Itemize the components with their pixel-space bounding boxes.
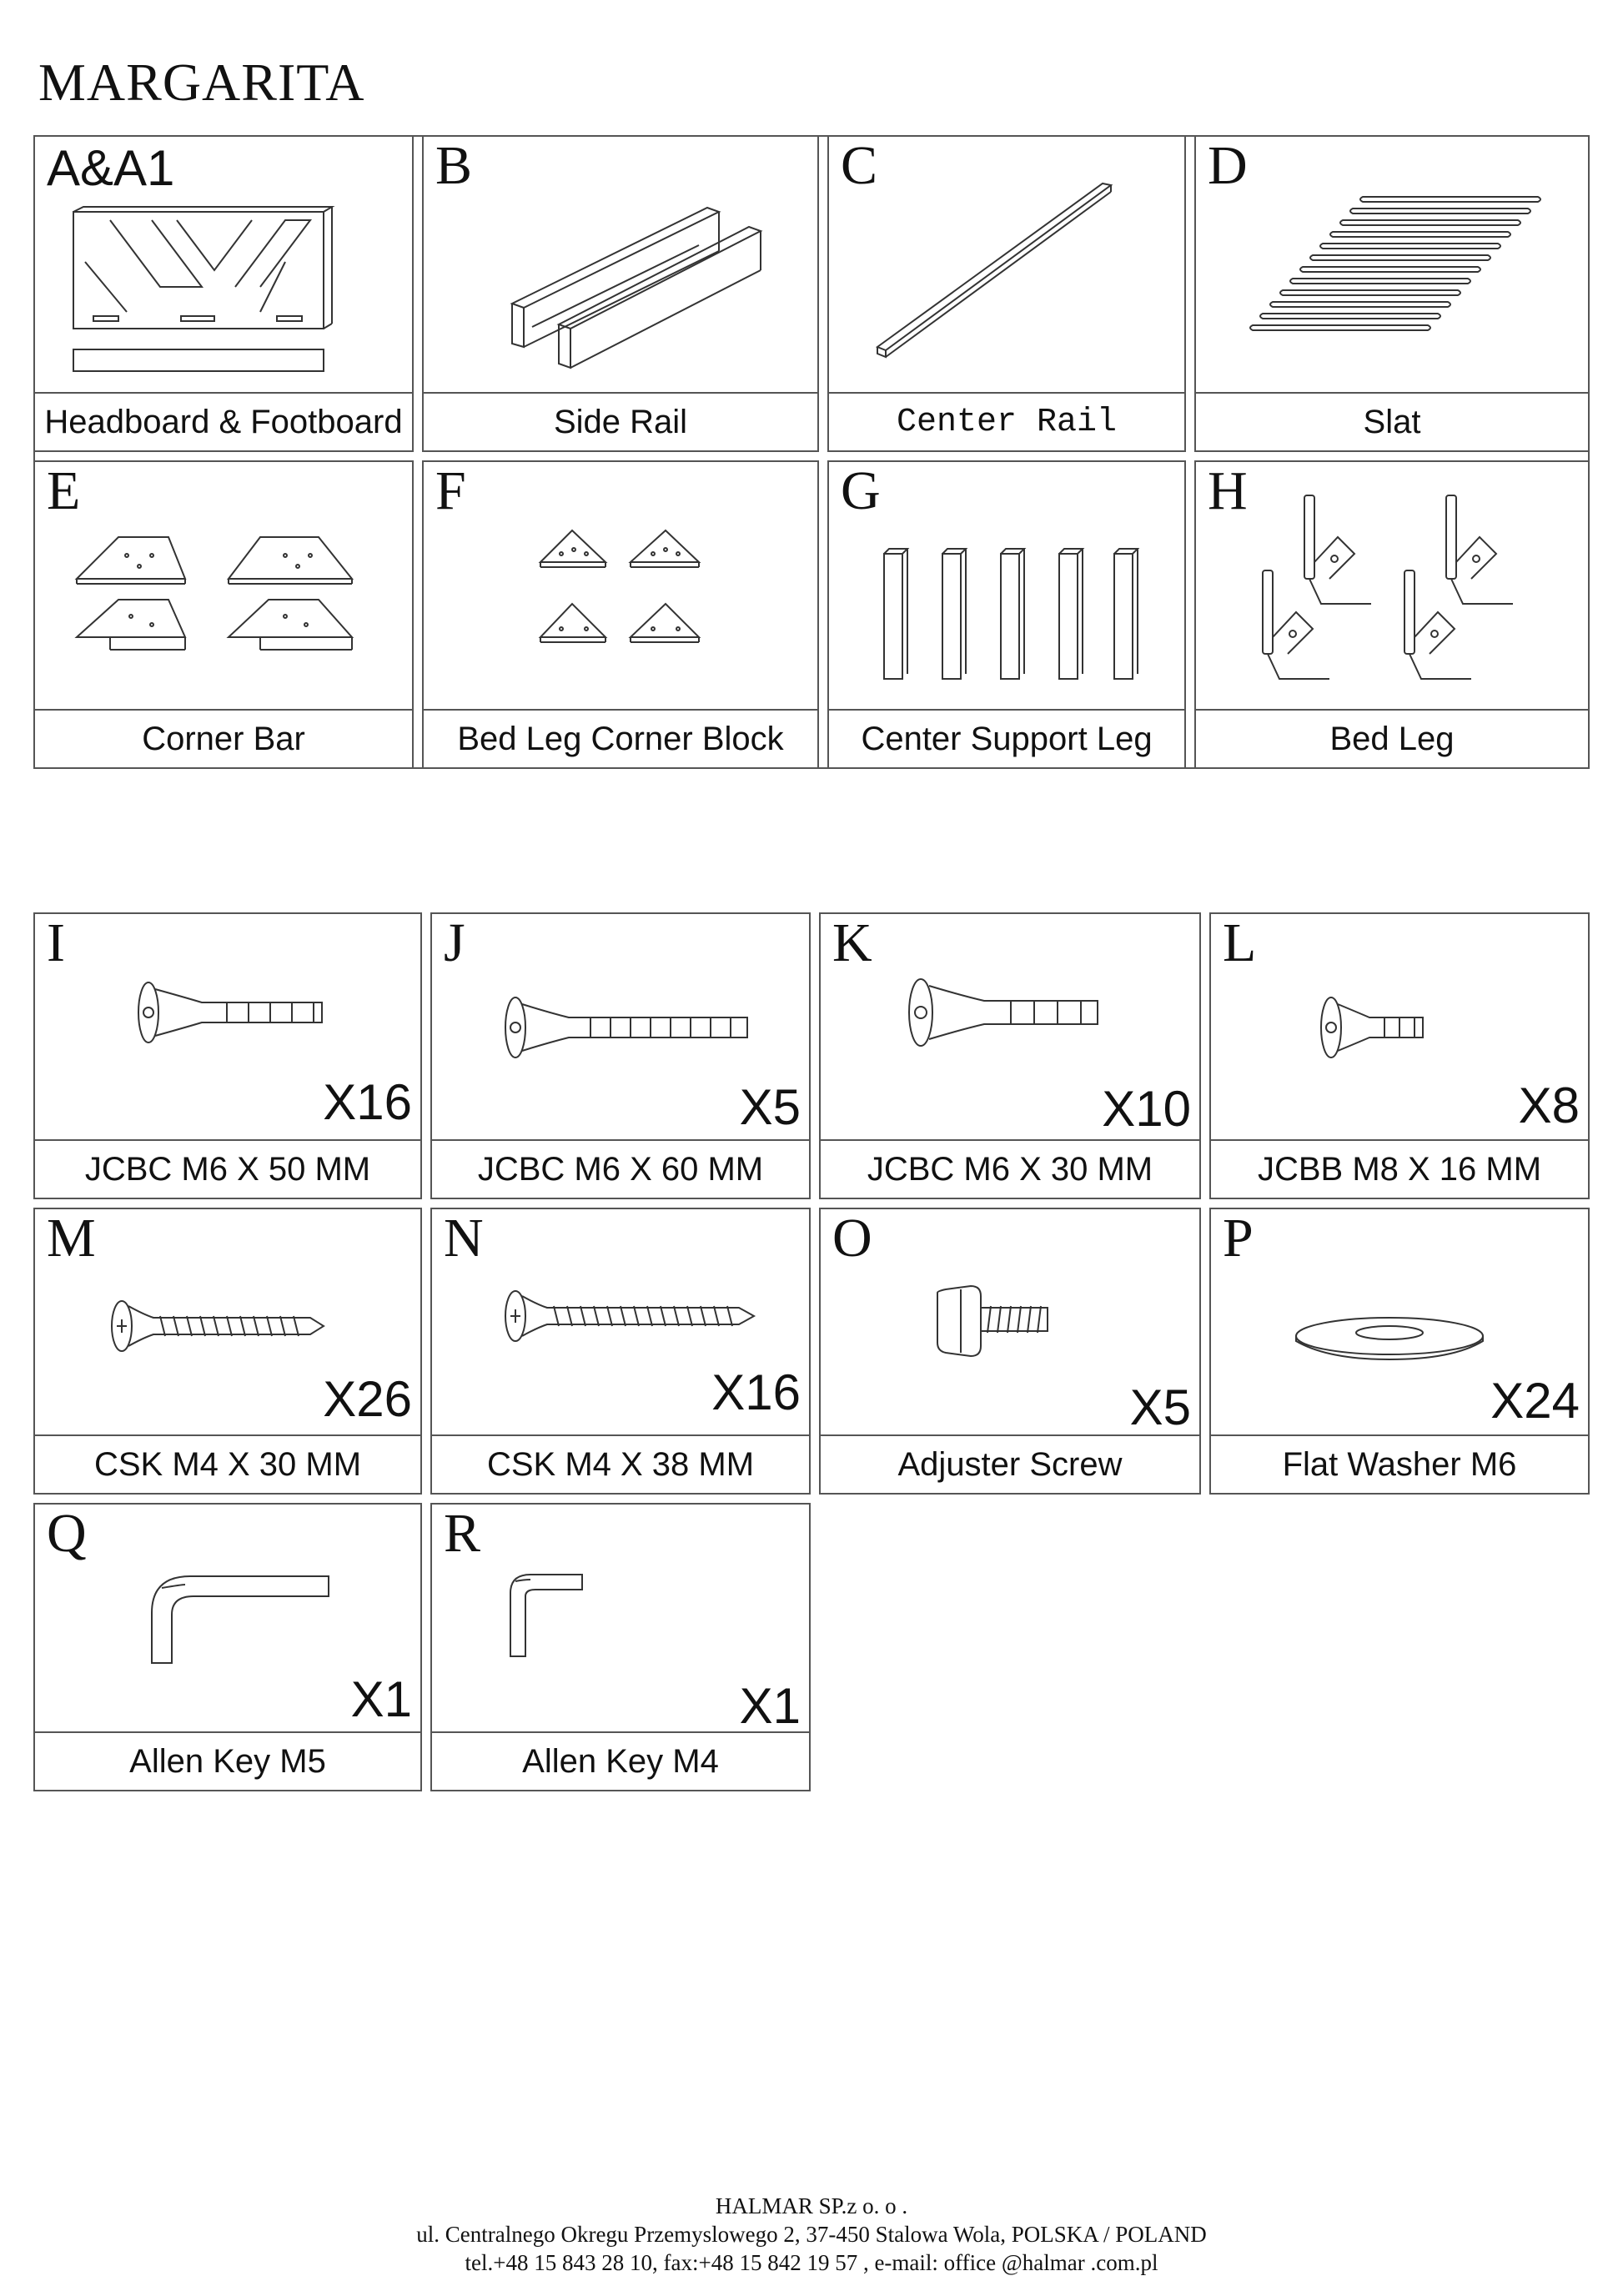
hardware-label: Adjuster Screw <box>821 1434 1199 1493</box>
center-rail-illustration <box>829 137 1188 387</box>
hardware-cell-r <box>430 1503 811 1791</box>
part-cell-d <box>1194 135 1590 452</box>
part-letter: H <box>1208 460 1248 521</box>
part-label: Bed Leg <box>1196 709 1588 767</box>
hardware-label: JCBB M8 X 16 MM <box>1211 1139 1588 1198</box>
hardware-cell-j <box>430 912 811 1199</box>
hardware-label: CSK M4 X 38 MM <box>432 1434 809 1493</box>
part-cell-f <box>422 460 819 769</box>
hardware-label: JCBC M6 X 30 MM <box>821 1139 1199 1198</box>
slat-illustration <box>1196 137 1591 387</box>
quantity-label: X16 <box>711 1364 801 1420</box>
slat-board <box>1280 290 1460 295</box>
part-cell-e <box>33 460 414 769</box>
quantity-label: X5 <box>1129 1379 1191 1435</box>
bed-leg-illustration <box>1196 462 1591 712</box>
slat-board <box>1310 255 1490 260</box>
bed-leg-corner-block-illustration <box>424 462 821 712</box>
slat-board <box>1330 232 1510 237</box>
quantity-label: X16 <box>323 1074 412 1130</box>
headboard-footboard-illustration <box>35 137 415 387</box>
slat-board <box>1360 197 1540 202</box>
slat-board <box>1260 314 1440 319</box>
quantity-label: X26 <box>323 1371 412 1427</box>
hardware-cell-p <box>1209 1208 1590 1495</box>
hardware-label: Allen Key M4 <box>432 1731 809 1790</box>
part-letter: D <box>1208 135 1248 196</box>
center-support-leg-illustration <box>829 462 1188 712</box>
hardware-letter: L <box>1223 912 1257 973</box>
part-label: Center Rail <box>829 392 1184 450</box>
hardware-cell-o <box>819 1208 1201 1495</box>
hardware-letter: O <box>832 1208 872 1269</box>
part-cell-g <box>827 460 1186 769</box>
quantity-label: X1 <box>739 1678 801 1734</box>
page-title: MARGARITA <box>38 53 365 112</box>
part-letter: E <box>47 460 81 521</box>
hardware-label: Flat Washer M6 <box>1211 1434 1588 1493</box>
hardware-cell-k <box>819 912 1201 1199</box>
quantity-label: X5 <box>739 1079 801 1135</box>
hardware-letter: J <box>444 912 465 973</box>
part-label: Headboard & Footboard <box>35 392 412 450</box>
slat-board <box>1340 220 1520 225</box>
hardware-letter: Q <box>47 1503 87 1564</box>
hardware-cell-i <box>33 912 422 1199</box>
slat-board <box>1270 302 1450 307</box>
hardware-cell-m <box>33 1208 422 1495</box>
part-label: Slat <box>1196 392 1588 450</box>
footer-address: ul. Centralnego Okregu Przemyslowego 2, 37-450 Stalowa Wola, POLSKA / POLAND <box>416 2222 1207 2247</box>
quantity-label: X10 <box>1102 1081 1191 1137</box>
quantity-label: X1 <box>350 1671 412 1727</box>
slat-board <box>1300 267 1480 272</box>
hardware-label: JCBC M6 X 50 MM <box>35 1139 420 1198</box>
quantity-label: X8 <box>1518 1078 1580 1133</box>
part-label: Center Support Leg <box>829 709 1184 767</box>
side-rail-illustration <box>424 137 821 387</box>
part-cell-c <box>827 135 1186 452</box>
slat-board <box>1250 325 1430 330</box>
hardware-letter: R <box>444 1503 481 1564</box>
part-letter: F <box>435 460 466 521</box>
hardware-label: JCBC M6 X 60 MM <box>432 1139 809 1198</box>
part-cell-b <box>422 135 819 452</box>
part-label: Side Rail <box>424 392 817 450</box>
corner-bar-illustration <box>35 462 415 712</box>
part-label: Corner Bar <box>35 709 412 767</box>
slat-board <box>1320 244 1500 249</box>
hardware-cell-l <box>1209 912 1590 1199</box>
hardware-cell-n <box>430 1208 811 1495</box>
hardware-label: Allen Key M5 <box>35 1731 420 1790</box>
hardware-label: CSK M4 X 30 MM <box>35 1434 420 1493</box>
hardware-letter: M <box>47 1208 96 1269</box>
quantity-label: X24 <box>1490 1373 1580 1429</box>
part-label: Bed Leg Corner Block <box>424 709 817 767</box>
part-letter: A&A1 <box>47 140 175 196</box>
hardware-letter: N <box>444 1208 484 1269</box>
footer-contact: tel.+48 15 843 28 10, fax:+48 15 842 19 57 , e-mail: office @halmar .com.pl <box>465 2250 1158 2275</box>
hardware-letter: K <box>832 912 872 973</box>
hardware-letter: I <box>47 912 65 973</box>
part-letter: G <box>841 460 881 521</box>
part-letter: C <box>841 135 878 196</box>
slat-board <box>1290 279 1470 284</box>
part-letter: B <box>435 135 473 196</box>
slat-board <box>1350 208 1530 214</box>
hardware-letter: P <box>1223 1208 1254 1269</box>
footer-company: HALMAR SP.z o. o . <box>715 2193 908 2218</box>
part-cell-h <box>1194 460 1590 769</box>
part-cell-a <box>33 135 414 452</box>
hardware-cell-q <box>33 1503 422 1791</box>
